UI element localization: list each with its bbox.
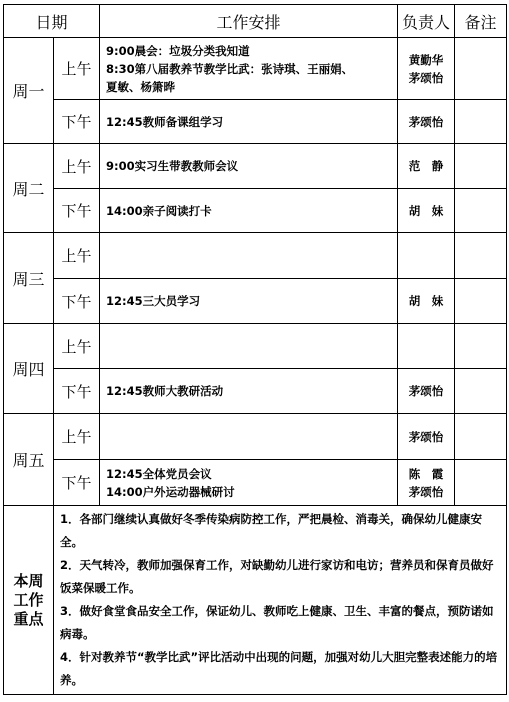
note-cell [455,144,507,189]
focus-label-line: 本周 [13,571,44,590]
day-label-wed: 周三 [4,233,54,324]
work-cell [100,233,398,279]
focus-label-line: 工作 [13,590,44,609]
owner-name: 茅颂怡 [408,384,444,398]
work-line: 8:30第八届教养节教学比武：张诗琪、王丽娟、 [106,61,354,76]
owner-cell [398,100,455,144]
schedule-row-fri-pm [4,460,507,506]
day-label-fri: 周五 [4,414,54,506]
owner-cell [398,279,455,324]
focus-item: 2．天气转冷，教师加强保育工作，对缺勤幼儿进行家访和电访；营养员和保育员做好饭菜保暖工作。 [60,558,494,595]
note-cell [455,279,507,324]
owner-cell [398,189,455,233]
owner-cell [398,233,455,279]
half-label: 上午 [54,233,100,279]
owner-name: 茅颂怡 [408,429,444,444]
note-cell [455,189,507,233]
header-note: 备注 [455,5,507,38]
focus-label [4,506,54,695]
header-date: 日期 [4,5,100,38]
work-cell [100,369,398,414]
work-line: 14:00亲子阅读打卡 [106,203,212,218]
schedule-row-thu-am [4,324,507,369]
work-line: 12:45教师大教研活动 [106,384,224,398]
focus-items [54,506,507,695]
work-cell [100,189,398,233]
note-cell [455,460,507,506]
half-label: 下午 [54,100,100,144]
note-cell [455,369,507,414]
schedule-row-tue-pm [4,189,507,233]
owner-cell [398,324,455,369]
work-line: 12:45全体党员会议 [106,466,212,481]
schedule-row-mon-am [4,38,507,100]
focus-item: 3．做好食堂食品安全工作，保证幼儿、教师吃上健康、卫生、丰富的餐点，预防诺如病毒。 [60,604,494,641]
owner-name: 茅颂怡 [408,70,444,85]
owner-name: 胡 妹 [408,294,444,308]
note-cell [455,100,507,144]
note-cell [455,414,507,460]
day-label-thu: 周四 [4,324,54,414]
schedule-row-fri-am [4,414,507,460]
owner-cell [398,144,455,189]
half-label: 上午 [54,324,100,369]
half-label: 上午 [54,414,100,460]
half-label: 上午 [54,38,100,100]
work-cell [100,324,398,369]
day-label-tue: 周二 [4,144,54,233]
work-cell [100,460,398,506]
owner-name: 陈 霞 [408,466,444,481]
focus-label-line: 重点 [13,609,44,628]
owner-cell [398,38,455,100]
owner-name: 茅颂怡 [408,484,444,499]
note-cell [455,233,507,279]
schedule-row-wed-pm [4,279,507,324]
schedule-row-mon-pm [4,100,507,144]
day-label-mon: 周一 [4,38,54,144]
owner-cell [398,460,455,506]
work-cell [100,414,398,460]
work-line: 9:00实习生带教教师会议 [106,159,239,173]
work-line: 9:00晨会：垃圾分类我知道 [106,43,250,58]
owner-name: 黄勤华 [408,52,444,67]
half-label: 下午 [54,189,100,233]
owner-cell [398,369,455,414]
work-line: 14:00户外运动器械研讨 [106,484,235,499]
focus-item: 4．针对教养节“教学比武”评比活动中出现的问题，加强对幼儿大胆完整表述能力的培养。 [60,650,498,687]
work-line: 12:45三大员学习 [106,294,201,308]
work-line: 12:45教师备课组学习 [106,114,224,129]
note-cell [455,38,507,100]
owner-cell [398,414,455,460]
work-cell [100,144,398,189]
focus-item: 1．各部门继续认真做好冬季传染病防控工作，严把晨检、消毒关，确保幼儿健康安全。 [60,512,482,549]
half-label: 下午 [54,460,100,506]
half-label: 下午 [54,279,100,324]
owner-name: 茅颂怡 [408,114,444,129]
work-cell [100,100,398,144]
work-cell [100,38,398,100]
header-work: 工作安排 [100,5,398,38]
work-cell [100,279,398,324]
schedule-row-thu-pm [4,369,507,414]
owner-name: 胡 妹 [408,203,444,218]
half-label: 下午 [54,369,100,414]
work-line: 夏敏、杨箫晔 [106,79,176,94]
focus-row [4,506,507,695]
note-cell [455,324,507,369]
header-owner: 负责人 [398,5,455,38]
weekly-schedule-table [3,4,507,695]
owner-name: 范 静 [408,159,444,173]
schedule-row-wed-am [4,233,507,279]
header-row [4,5,507,38]
schedule-row-tue-am [4,144,507,189]
half-label: 上午 [54,144,100,189]
